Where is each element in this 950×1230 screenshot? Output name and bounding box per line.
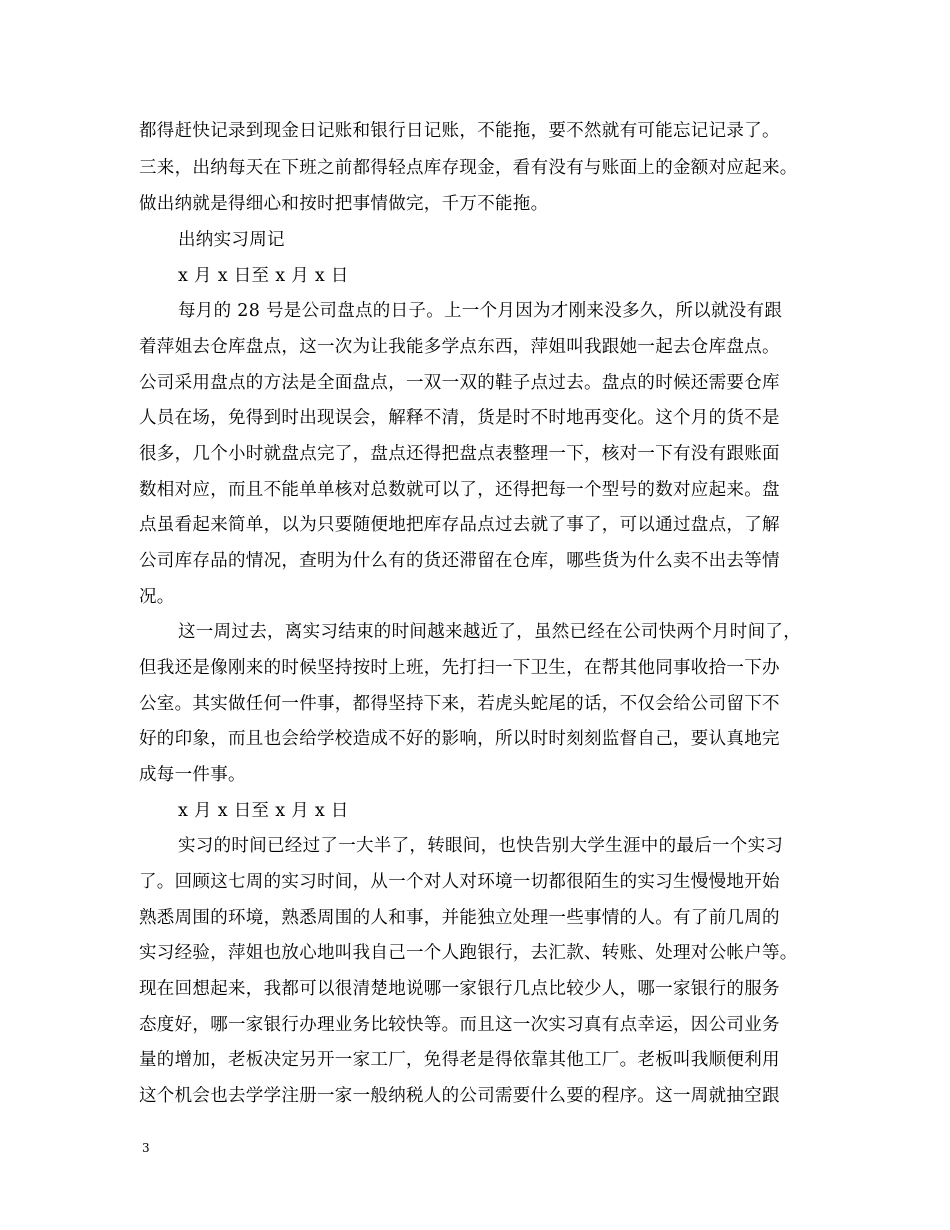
- text-line: 都得赶快记录到现金日记账和银行日记账，不能拖，要不然就有可能忘记记录了。: [139, 121, 780, 141]
- text-line: 人员在场，免得到时出现误会，解释不清，货是时不时地再变化。这个月的货不是: [139, 408, 780, 428]
- section-heading: 出纳实习周记: [178, 230, 285, 250]
- date-heading: x 月 x 日至 x 月 x 日: [178, 266, 349, 286]
- text-line: 公司库存品的情况，查明为什么有的货还滞留在仓库，哪些货为什么卖不出去等情: [139, 551, 780, 571]
- text-line: 公司采用盘点的方法是全面盘点，一双一双的鞋子点过去。盘点的时候还需要仓库: [139, 373, 780, 393]
- text-line: 现在回想起来，我都可以很清楚地说哪一家银行几点比较少人，哪一家银行的服务: [139, 979, 780, 999]
- text-line: 数相对应，而且不能单单核对总数就可以了，还得把每一个型号的数对应起来。盘: [139, 480, 780, 500]
- text-line: 态度好，哪一家银行办理业务比较快等。而且这一次实习真有点幸运，因公司业务: [139, 1015, 780, 1035]
- text-line: 这一周过去，离实习结束的时间越来越近了，虽然已经在公司快两个月时间了，: [178, 622, 801, 642]
- text-line: 好的印象，而且也会给学校造成不好的影响，所以时时刻刻监督自己，要认真地完: [139, 729, 780, 749]
- text-line: 点虽看起来简单，以为只要随便地把库存品点过去就了事了，可以通过盘点，了解: [139, 515, 780, 535]
- text-line: 但我还是像刚来的时候坚持按时上班，先打扫一下卫生，在帮其他同事收拾一下办: [139, 658, 780, 678]
- text-line: 况。: [139, 587, 175, 607]
- text-line: 熟悉周围的环境，熟悉周围的人和事，并能独立处理一些事情的人。有了前几周的: [139, 908, 780, 928]
- text-line: 着萍姐去仓库盘点，这一次为让我能多学点东西，萍姐叫我跟她一起去仓库盘点。: [139, 337, 780, 357]
- page-number: 3: [142, 1141, 150, 1155]
- text-line: 成每一件事。: [139, 765, 246, 785]
- text-line: 每月的 28 号是公司盘点的日子。上一个月因为才刚来没多久，所以就没有跟: [178, 301, 783, 321]
- text-line: 实习的时间已经过了一大半了，转眼间，也快告别大学生涯中的最后一个实习: [178, 836, 784, 856]
- text-line: 三来，出纳每天在下班之前都得轻点库存现金，看有没有与账面上的金额对应起来。: [139, 158, 798, 178]
- text-line: 这个机会也去学学注册一家一般纳税人的公司需要什么要的程序。这一周就抽空跟: [139, 1086, 780, 1106]
- text-line: 了。回顾这七周的实习时间，从一个对人对环境一切都很陌生的实习生慢慢地开始: [139, 872, 780, 892]
- text-line: 量的增加，老板决定另开一家工厂，免得老是得依靠其他工厂。老板叫我顺便利用: [139, 1050, 780, 1070]
- text-line: 实习经验，萍姐也放心地叫我自己一个人跑银行，去汇款、转账、处理对公帐户等。: [139, 943, 798, 963]
- text-line: 公室。其实做任何一件事，都得坚持下来，若虎头蛇尾的话，不仅会给公司留下不: [139, 694, 780, 714]
- date-heading: x 月 x 日至 x 月 x 日: [178, 801, 349, 821]
- text-line: 做出纳就是得细心和按时把事情做完，千万不能拖。: [139, 194, 549, 214]
- text-line: 很多，几个小时就盘点完了，盘点还得把盘点表整理一下，核对一下有没有跟账面: [139, 444, 780, 464]
